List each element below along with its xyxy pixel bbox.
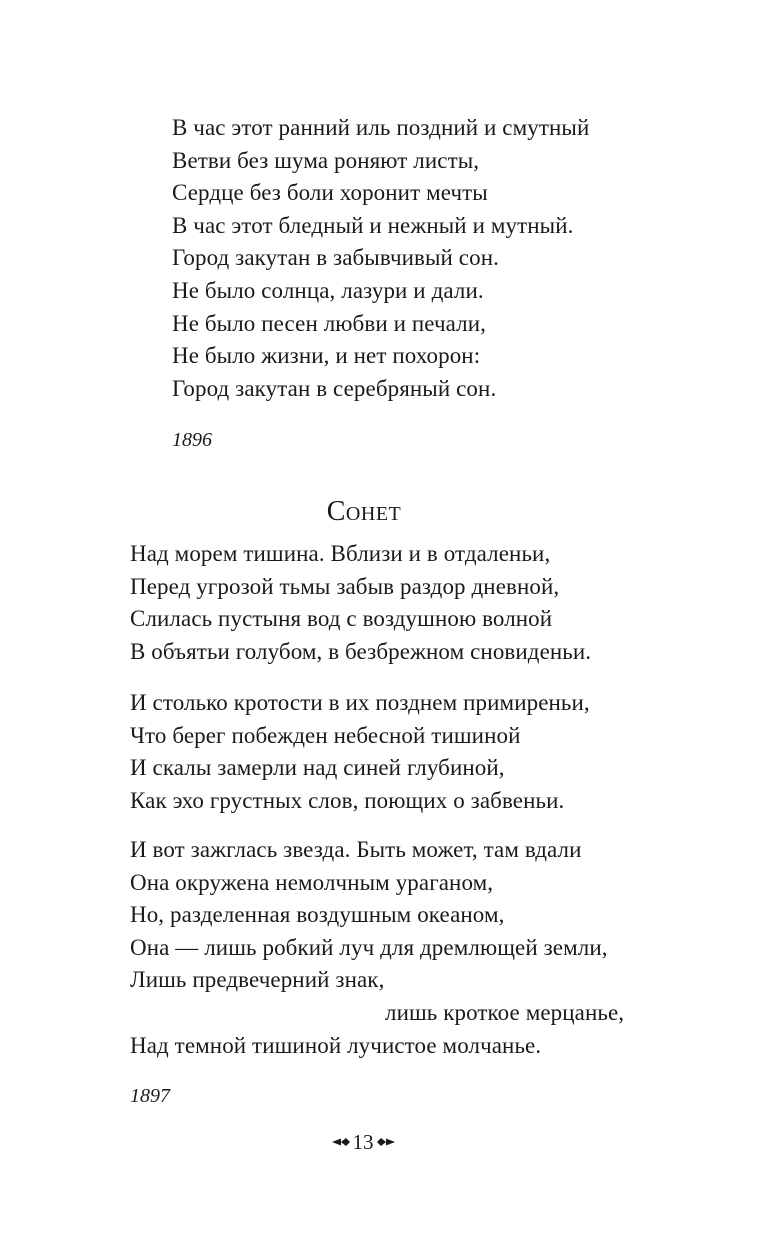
poem-line: Не было жизни, и нет похорон: [172,343,481,369]
poem-line: Город закутан в серебряный сон. [172,375,497,401]
poem-line: Она — лишь робкий луч для дремлющей земли, [130,934,608,960]
poem-line: Слилась пустыня вод с воздушною волной [130,606,553,632]
poem-line: Но, разделенная воздушным океаном, [130,902,505,928]
sonnet-stanza-1 [130,538,591,668]
poem-line: Не было песен любви и печали, [172,310,486,336]
poem-line: Город закутан в забывчивый сон. [172,245,499,271]
page-footer [0,1128,726,1156]
poem-line: Лишь предвечерний знак, [130,967,385,993]
ornament-right-icon [377,1137,395,1147]
poem-line: Она окружена немолчным ураганом, [130,869,494,895]
poem-line: В объятьи голубом, в безбрежном сновиденьи. [130,638,592,664]
sonnet-stanza-2 [130,687,590,817]
poem-line: Над темной тишиной лучистое молчанье. [130,1032,542,1058]
poem-2-year: 1897 [130,1085,170,1107]
sonnet-stanza-3 [130,834,624,1062]
poem-line: И вот зажглась звезда. Быть может, там вдали [130,837,582,862]
poem-line: И столько кротости в их позднем примиреньи, [130,690,590,715]
poem-line: В час этот бледный и нежный и мутный. [172,212,574,238]
poem-line: Не было солнца, лазури и дали. [172,277,484,303]
poem-line: Ветви без шума роняют листы, [172,147,480,173]
poem-line: В час этот ранний иль поздний и смутный [172,115,590,140]
poem-line: И скалы замерли над синей глубиной, [130,755,505,781]
poem-line: Что берег побежден небесной тишиной [130,722,521,748]
page-number: 13 [352,1130,374,1154]
poem-line: Перед угрозой тьмы забыв раздор дневной, [130,573,560,599]
ornament-left-icon [332,1137,350,1147]
poem-2-title: Сонет [326,496,402,527]
poem-1-year: 1896 [172,429,212,451]
poem-line: Сердце без боли хоронит мечты [172,180,488,206]
poem-line-indented: лишь кроткое мерцанье, [385,999,625,1025]
poem-line: Как эхо грустных слов, поющих о забвеньи. [130,787,565,813]
poem-1-stanza [172,112,589,405]
poem-line: Над морем тишина. Вблизи и в отдаленьи, [130,541,551,566]
